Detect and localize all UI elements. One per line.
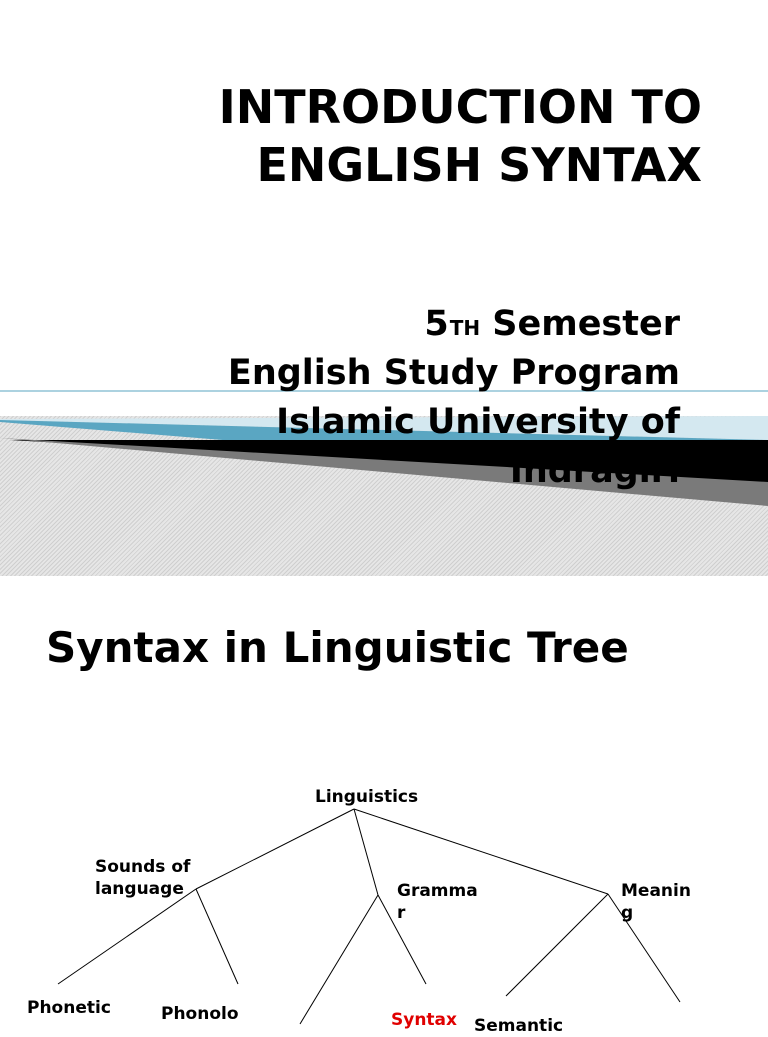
node-sounds-line-2: language bbox=[95, 879, 184, 899]
node-grammar-line-1: Gramma bbox=[397, 881, 478, 901]
edge-meaning-semantic bbox=[506, 894, 608, 996]
presentation-subtitle bbox=[228, 300, 680, 496]
university-line-1: Islamic University of bbox=[276, 402, 680, 442]
semester-word: Semester bbox=[492, 304, 680, 344]
semester-suffix: TH bbox=[449, 316, 481, 340]
node-meaning-line-1: Meanin bbox=[621, 881, 691, 901]
node-syntax: Syntax bbox=[391, 1010, 457, 1030]
node-semantic: Semantic bbox=[474, 1016, 564, 1036]
node-meaning bbox=[621, 880, 691, 924]
edge-sounds-phonology bbox=[196, 889, 238, 984]
node-phonology: Phonolo bbox=[161, 1004, 239, 1024]
semester-line bbox=[228, 300, 680, 349]
edge-sounds-phonetic bbox=[58, 889, 196, 984]
edge-grammar-morphology bbox=[300, 895, 378, 1024]
semester-number: 5 bbox=[424, 304, 449, 344]
program-line: English Study Program bbox=[227, 353, 680, 393]
presentation-title bbox=[219, 78, 702, 194]
node-linguistics: Linguistics bbox=[315, 787, 419, 807]
edge-root-sounds bbox=[196, 809, 354, 889]
title-line-2: ENGLISH SYNTAX bbox=[256, 138, 702, 192]
node-sounds-line-1: Sounds of bbox=[95, 857, 191, 877]
node-grammar-line-2: r bbox=[397, 903, 406, 923]
node-grammar bbox=[397, 880, 478, 924]
edge-root-meaning bbox=[354, 809, 608, 894]
edge-root-grammar bbox=[354, 809, 378, 895]
slide-title: Syntax in Linguistic Tree bbox=[46, 623, 629, 672]
university-line-2: Indragiri bbox=[509, 451, 680, 491]
node-phonetic: Phonetic bbox=[27, 998, 111, 1018]
linguistic-tree-slide bbox=[0, 576, 768, 1036]
node-sounds-of-language bbox=[95, 856, 190, 900]
title-line-1: INTRODUCTION TO bbox=[218, 80, 702, 134]
node-meaning-line-2: g bbox=[621, 903, 634, 923]
